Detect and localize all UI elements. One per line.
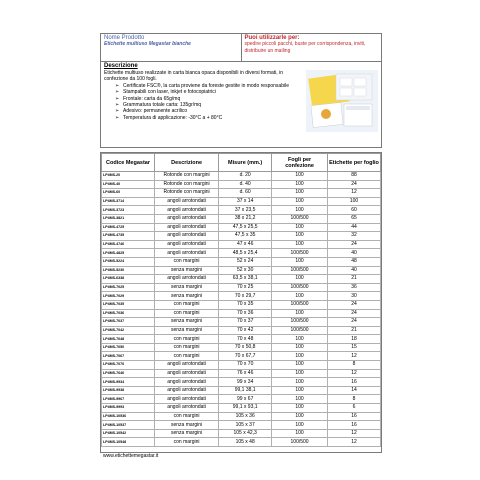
table-row (102, 361, 381, 370)
table-cell: 70 x 29,7 (219, 292, 272, 301)
table-cell: 100 (272, 361, 328, 370)
table-cell: 99 x 67 (219, 395, 272, 404)
table-cell: angoli arrotondati (155, 369, 219, 378)
table-cell: 76 x 46 (219, 369, 272, 378)
table-cell: 15 (327, 343, 380, 352)
table-cell: 8 (327, 395, 380, 404)
table-cell: 24 (327, 318, 380, 327)
table-cell: angoli arrotondati (155, 361, 219, 370)
table-row (102, 404, 381, 413)
table-cell: 12 (327, 352, 380, 361)
table-cell: 100 (327, 197, 380, 206)
table-cell: 32 (327, 232, 380, 241)
table-cell: 63,5 x 38,1 (219, 275, 272, 284)
table-cell: angoli arrotondati (155, 386, 219, 395)
table-cell: LP4MS-40 (102, 180, 155, 189)
table-row (102, 223, 381, 232)
table-cell: 100/500 (272, 266, 328, 275)
table-cell: angoli arrotondati (155, 378, 219, 387)
table-cell: 52 x 24 (219, 257, 272, 266)
table-cell: 100 (272, 232, 328, 241)
table-cell: senza margini (155, 318, 219, 327)
table-cell: LP4MS-6338 (102, 275, 155, 284)
table-cell: 100 (272, 223, 328, 232)
table-cell: con margini (155, 438, 219, 447)
table-cell: LP4MS-7037 (102, 318, 155, 327)
table-row (102, 421, 381, 430)
table-cell: 8 (327, 361, 380, 370)
table-cell: angoli arrotondati (155, 214, 219, 223)
table-cell: con margini (155, 257, 219, 266)
table-cell: 100 (272, 240, 328, 249)
column-header: Etichette per foglio (327, 154, 380, 172)
table-cell: LP4MS-10536 (102, 412, 155, 421)
table-cell: LP4MS-9938 (102, 386, 155, 395)
table-cell: LP4MS-9993 (102, 404, 155, 413)
table-cell: 100 (272, 172, 328, 181)
table-cell: 100/500 (272, 326, 328, 335)
table-cell: angoli arrotondati (155, 223, 219, 232)
feature-item: ➢ Grammatura totale carta: 135gr/mq (115, 102, 305, 108)
table-cell: 6 (327, 404, 380, 413)
table-cell: 47 x 46 (219, 240, 272, 249)
table-cell: 105 x 36 (219, 412, 272, 421)
table-header-row (102, 154, 381, 172)
table-cell: LP4MS-3821 (102, 214, 155, 223)
table-cell: 24 (327, 300, 380, 309)
table-cell: d. 40 (219, 180, 272, 189)
table-cell: d. 60 (219, 189, 272, 198)
table-row (102, 429, 381, 438)
table-cell: 40 (327, 249, 380, 258)
table-row (102, 249, 381, 258)
table-cell: 70 x 35 (219, 300, 272, 309)
table-cell: LP4MS-7070 (102, 361, 155, 370)
table-cell: senza margini (155, 429, 219, 438)
table-cell: 100 (272, 275, 328, 284)
table-cell: LP4MS-7025 (102, 283, 155, 292)
product-image (306, 70, 378, 132)
table-cell: 60 (327, 206, 380, 215)
table-row (102, 257, 381, 266)
table-cell: angoli arrotondati (155, 197, 219, 206)
table-cell: LP4MS-4725 (102, 223, 155, 232)
usage-label: Puoi utilizzarle per: (244, 35, 300, 41)
table-cell: Rotonde con margini (155, 172, 219, 181)
table-cell: 70 x 36 (219, 309, 272, 318)
table-cell: 100 (272, 309, 328, 318)
table-cell: angoli arrotondati (155, 275, 219, 284)
feature-item: ➢ Frontale: carta da 65g/mq (115, 96, 305, 102)
table-cell: LP4MS-7035 (102, 300, 155, 309)
product-table (100, 152, 382, 453)
table-cell: 100 (272, 257, 328, 266)
website-url: www.etichettemegastar.it (103, 453, 159, 459)
table-row (102, 172, 381, 181)
table-cell: LP4MS-7646 (102, 369, 155, 378)
table-row (102, 395, 381, 404)
sizes-table (101, 153, 381, 447)
table-cell: Rotonde con margini (155, 180, 219, 189)
table-cell: senza margini (155, 266, 219, 275)
table-cell: 18 (327, 335, 380, 344)
label-sheets-icon (306, 70, 378, 132)
table-row (102, 283, 381, 292)
table-cell: 105 x 42,3 (219, 429, 272, 438)
table-cell: LP4MS-20 (102, 172, 155, 181)
table-cell: LP4MS-7029 (102, 292, 155, 301)
table-row (102, 386, 381, 395)
table-cell: 99 x 34 (219, 378, 272, 387)
table-cell: LP4MS-7036 (102, 309, 155, 318)
product-name-label: Nome Prodotto (104, 35, 145, 41)
feature-item: ➢ Adesivo: permanente acrilico (115, 108, 305, 114)
table-cell: con margini (155, 309, 219, 318)
table-cell: con margini (155, 412, 219, 421)
table-row (102, 352, 381, 361)
product-name: Etichette multiuso Megastar bianche (104, 41, 191, 48)
table-cell: 24 (327, 180, 380, 189)
table-cell: 100/500 (272, 249, 328, 258)
table-cell: 24 (327, 240, 380, 249)
table-cell: 47,5 x 25,5 (219, 223, 272, 232)
table-row (102, 300, 381, 309)
usage-text: spedire piccoli pacchi, buste per corrispondenza, inviti, distribuire un mailing (244, 41, 366, 54)
usage-cell (241, 34, 382, 61)
product-header (100, 33, 382, 62)
table-cell: 100 (272, 412, 328, 421)
table-row (102, 189, 381, 198)
table-cell: LP4MS-9934 (102, 378, 155, 387)
table-row (102, 318, 381, 327)
table-row (102, 240, 381, 249)
table-row (102, 343, 381, 352)
table-cell: 48 (327, 257, 380, 266)
table-cell: d. 20 (219, 172, 272, 181)
description-box (100, 61, 382, 148)
table-cell: 100 (272, 292, 328, 301)
table-cell: 100 (272, 206, 328, 215)
table-cell: 16 (327, 412, 380, 421)
table-cell: LP4MS-5224 (102, 257, 155, 266)
table-cell: 47,5 x 35 (219, 232, 272, 241)
table-row (102, 275, 381, 284)
table-cell: 100 (272, 343, 328, 352)
table-cell: senza margini (155, 283, 219, 292)
table-cell: 100 (272, 189, 328, 198)
table-cell: 37 x 14 (219, 197, 272, 206)
table-cell: 105 x 48 (219, 438, 272, 447)
description-title: Descrizione (104, 63, 138, 69)
table-cell: angoli arrotondati (155, 232, 219, 241)
table-row (102, 369, 381, 378)
table-cell: LP4MS-9967 (102, 395, 155, 404)
table-cell: angoli arrotondati (155, 404, 219, 413)
table-cell: 70 x 42 (219, 326, 272, 335)
table-cell: 21 (327, 275, 380, 284)
column-header: Descrizione (155, 154, 219, 172)
table-cell: Rotonde con margini (155, 189, 219, 198)
table-cell: LP4MS-10548 (102, 438, 155, 447)
table-cell: angoli arrotondati (155, 206, 219, 215)
table-cell: 21 (327, 326, 380, 335)
table-cell: con margini (155, 343, 219, 352)
table-cell: 37 x 23,5 (219, 206, 272, 215)
table-cell: 100/500 (272, 283, 328, 292)
table-cell: 100/500 (272, 438, 328, 447)
table-row (102, 309, 381, 318)
table-cell: LP4MS-3723 (102, 206, 155, 215)
table-cell: 38 x 21,2 (219, 214, 272, 223)
table-cell: LP4MS-4735 (102, 232, 155, 241)
table-row (102, 232, 381, 241)
table-cell: 100 (272, 369, 328, 378)
table-row (102, 438, 381, 447)
column-header: Misure (mm.) (219, 154, 272, 172)
table-cell: 12 (327, 429, 380, 438)
table-cell: 12 (327, 369, 380, 378)
table-cell: 100 (272, 335, 328, 344)
description-text: Etichette multiuso realizzate in carta bianca opaca disponibili in diversi formati, in confezione da 100 fogli. (104, 70, 283, 83)
table-cell: LP4MS-7067 (102, 352, 155, 361)
table-cell: 24 (327, 309, 380, 318)
table-cell: LP4MS-4825 (102, 249, 155, 258)
table-cell: LP4MS-60 (102, 189, 155, 198)
table-row (102, 292, 381, 301)
table-cell: LP4MS-4746 (102, 240, 155, 249)
table-cell: con margini (155, 335, 219, 344)
table-row (102, 214, 381, 223)
table-cell: LP4MS-10537 (102, 421, 155, 430)
table-cell: 44 (327, 223, 380, 232)
table-cell: senza margini (155, 326, 219, 335)
column-header: Fogli per confezione (272, 154, 328, 172)
table-cell: 88 (327, 172, 380, 181)
table-cell: 52 x 30 (219, 266, 272, 275)
table-cell: 36 (327, 283, 380, 292)
table-cell: 70 x 50,8 (219, 343, 272, 352)
table-cell: LP4MS-7050 (102, 343, 155, 352)
table-cell: 100 (272, 197, 328, 206)
table-row (102, 378, 381, 387)
table-cell: 70 x 67,7 (219, 352, 272, 361)
table-cell: 16 (327, 421, 380, 430)
table-cell: 100 (272, 404, 328, 413)
table-cell: 12 (327, 438, 380, 447)
table-cell: senza margini (155, 421, 219, 430)
table-cell: 70 x 37 (219, 318, 272, 327)
table-cell: 65 (327, 214, 380, 223)
table-cell: LP4MS-7048 (102, 335, 155, 344)
table-cell: 14 (327, 386, 380, 395)
table-row (102, 180, 381, 189)
feature-item: ➢ Temperatura di applicazione: -30°C a + 80°C (115, 115, 305, 121)
table-cell: 100 (272, 386, 328, 395)
table-cell: LP4MS-10542 (102, 429, 155, 438)
table-row (102, 335, 381, 344)
table-row (102, 266, 381, 275)
table-body (102, 172, 381, 447)
table-cell: 100 (272, 395, 328, 404)
table-cell: 70 x 25 (219, 283, 272, 292)
table-cell: con margini (155, 352, 219, 361)
table-cell: 100 (272, 429, 328, 438)
table-cell: 48,5 x 25,4 (219, 249, 272, 258)
table-cell: con margini (155, 300, 219, 309)
table-cell: 99,1 38,1 (219, 386, 272, 395)
column-header: Codice Megastar (102, 154, 155, 172)
table-cell: 100/500 (272, 318, 328, 327)
table-cell: 100 (272, 378, 328, 387)
table-cell: 100 (272, 352, 328, 361)
table-cell: LP4MS-7042 (102, 326, 155, 335)
table-cell: 16 (327, 378, 380, 387)
table-row (102, 326, 381, 335)
table-cell: angoli arrotondati (155, 240, 219, 249)
table-row (102, 206, 381, 215)
feature-item: ➢ Certificate FSC®, la carta proviene da foreste gestite in modo responsabile (115, 83, 305, 89)
table-row (102, 197, 381, 206)
table-cell: 12 (327, 189, 380, 198)
table-cell: 100/500 (272, 214, 328, 223)
table-cell: 105 x 37 (219, 421, 272, 430)
table-cell: 99,1 x 93,1 (219, 404, 272, 413)
product-name-cell (101, 34, 241, 61)
table-cell: LP4MS-5230 (102, 266, 155, 275)
table-cell: angoli arrotondati (155, 249, 219, 258)
table-cell: senza margini (155, 292, 219, 301)
table-cell: 100 (272, 180, 328, 189)
feature-list (101, 83, 305, 121)
table-cell: 70 x 70 (219, 361, 272, 370)
table-cell: 100/500 (272, 300, 328, 309)
table-cell: 30 (327, 292, 380, 301)
table-cell: 40 (327, 266, 380, 275)
feature-item: ➢ Stampabili con laser, inkjet e fotocopiatrici (115, 89, 305, 95)
table-cell: angoli arrotondati (155, 395, 219, 404)
table-cell: 100 (272, 421, 328, 430)
table-cell: 70 x 48 (219, 335, 272, 344)
table-row (102, 412, 381, 421)
table-cell: LP4MS-3714 (102, 197, 155, 206)
